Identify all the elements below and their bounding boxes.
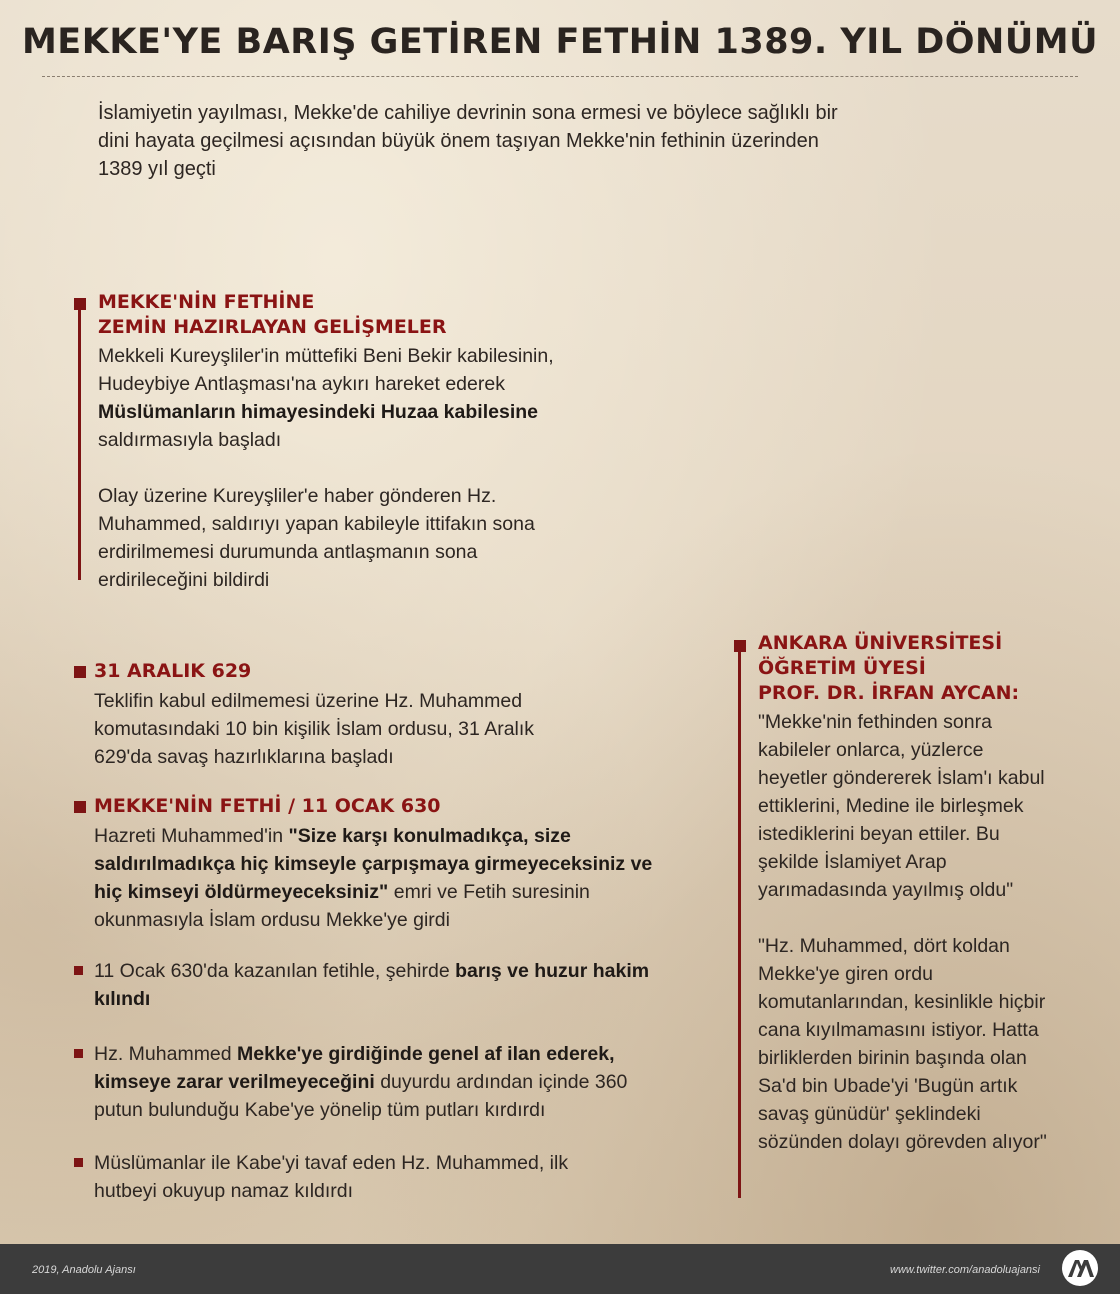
bullet-icon	[74, 1158, 83, 1167]
section-paragraph-2: Olay üzerine Kureyşliler'e haber gönderen Hz. Muhammed, saldırıyı yapan kabileyle ittifakın sona erdirilmemesi durumunda antlaşmanın sona erdirileceğini bildirdi	[98, 485, 535, 591]
section-marker-icon	[734, 640, 746, 652]
footer-twitter-link[interactable]: www.twitter.com/anadoluajansi	[890, 1264, 1040, 1276]
intro-text: İslamiyetin yayılması, Mekke'de cahiliye devrinin sona ermesi ve böylece sağlıklı bir dini hayata geçilmesi açısından büyük önem taşıyan Mekke'nin fethinin üzerinden 1389 yıl geçti	[98, 102, 838, 180]
section-date-629	[94, 659, 594, 771]
list-item: Müslümanlar ile Kabe'yi tavaf eden Hz. Muhammed, ilk hutbeyi okuyup namaz kıldırdı	[94, 1152, 569, 1202]
section-marker-icon	[74, 298, 86, 310]
section-rule	[78, 310, 81, 580]
kaaba-photo	[560, 150, 1120, 620]
quote-text-1: "Mekke'nin fethinden sonra kabileler onlarca, yüzlerce heyetler göndererek İslam'ı kabul ettiklerini, Medine ile birleşmek istediklerini beyan ettiler. Bu şekilde İslamiyet Arap yarımadasında yayılmış oldu"	[758, 711, 1045, 901]
expert-quote	[758, 631, 1048, 1156]
section-paragraph-1: Mekkeli Kureyşliler'in müttefiki Beni Bekir kabilesinin, Hudeybiye Antlaşması'na aykırı hareket ederek Müslümanların himayesindeki Huzaa kabilesine saldırmasıyla başladı	[98, 345, 554, 451]
section-heading: 31 ARALIK 629	[94, 660, 252, 682]
section-heading-line1: MEKKE'NİN FETHİNE	[98, 291, 315, 313]
section-marker-icon	[74, 801, 86, 813]
footer-copyright: 2019, Anadolu Ajansı	[32, 1264, 136, 1276]
list-item: 11 Ocak 630'da kazanılan fetihle, şehirde barış ve huzur hakim kılındı	[94, 960, 650, 1010]
list-item: Hz. Muhammed Mekke'ye girdiğinde genel af ilan ederek, kimseye zarar verilmeyeceğini duyurdu ardından içinde 360 putun bulunduğu Kabe'ye yönelip tüm putları kırdırdı	[94, 1043, 628, 1121]
aa-logo-icon	[1062, 1250, 1098, 1286]
bullet-icon	[74, 1049, 83, 1058]
page-title: MEKKE'YE BARIŞ GETİREN FETHİN 1389. YIL DÖNÜMÜ	[21, 22, 1099, 62]
section-marker-icon	[74, 666, 86, 678]
section-heading-line2: ZEMİN HAZIRLAYAN GELİŞMELER	[98, 316, 447, 338]
quote-text-2: "Hz. Muhammed, dört koldan Mekke'ye giren ordu komutanlarından, kesinlikle hiçbir cana kıyılmamasını istiyor. Hatta birliklerden birinin başında olan Sa'd bin Ubade'yi 'Bugün artık savaş günüdür' şeklindeki sözünden dolayı görevden alıyor"	[758, 935, 1047, 1153]
section-heading: MEKKE'NİN FETHİ / 11 OCAK 630	[94, 795, 441, 817]
section-body: Teklifin kabul edilmemesi üzerine Hz. Muhammed komutasındaki 10 bin kişilik İslam ordusu, 31 Aralık 629'da savaş hazırlıklarına başladı	[94, 690, 535, 768]
quote-heading-line1: ANKARA ÜNİVERSİTESİ	[758, 632, 1003, 654]
section-conquest	[94, 794, 654, 934]
bullet-icon	[74, 966, 83, 975]
footer-bar	[0, 1244, 1120, 1294]
quote-heading-line3: PROF. DR. İRFAN AYCAN:	[758, 682, 1020, 704]
quote-rule	[738, 652, 741, 1198]
section-body: Hazreti Muhammed'in "Size karşı konulmadıkça, size saldırılmadıkça hiç kimseyle çarpışmaya girmeyeceksiniz ve hiç kimseyi öldürmeyeceksiniz" emri ve Fetih suresinin okunmasıyla İslam ordusu Mekke'ye girdi	[94, 825, 653, 931]
title-divider	[42, 76, 1078, 77]
quote-heading-line2: ÖĞRETİM ÜYESİ	[758, 657, 926, 679]
section-background	[98, 290, 568, 594]
